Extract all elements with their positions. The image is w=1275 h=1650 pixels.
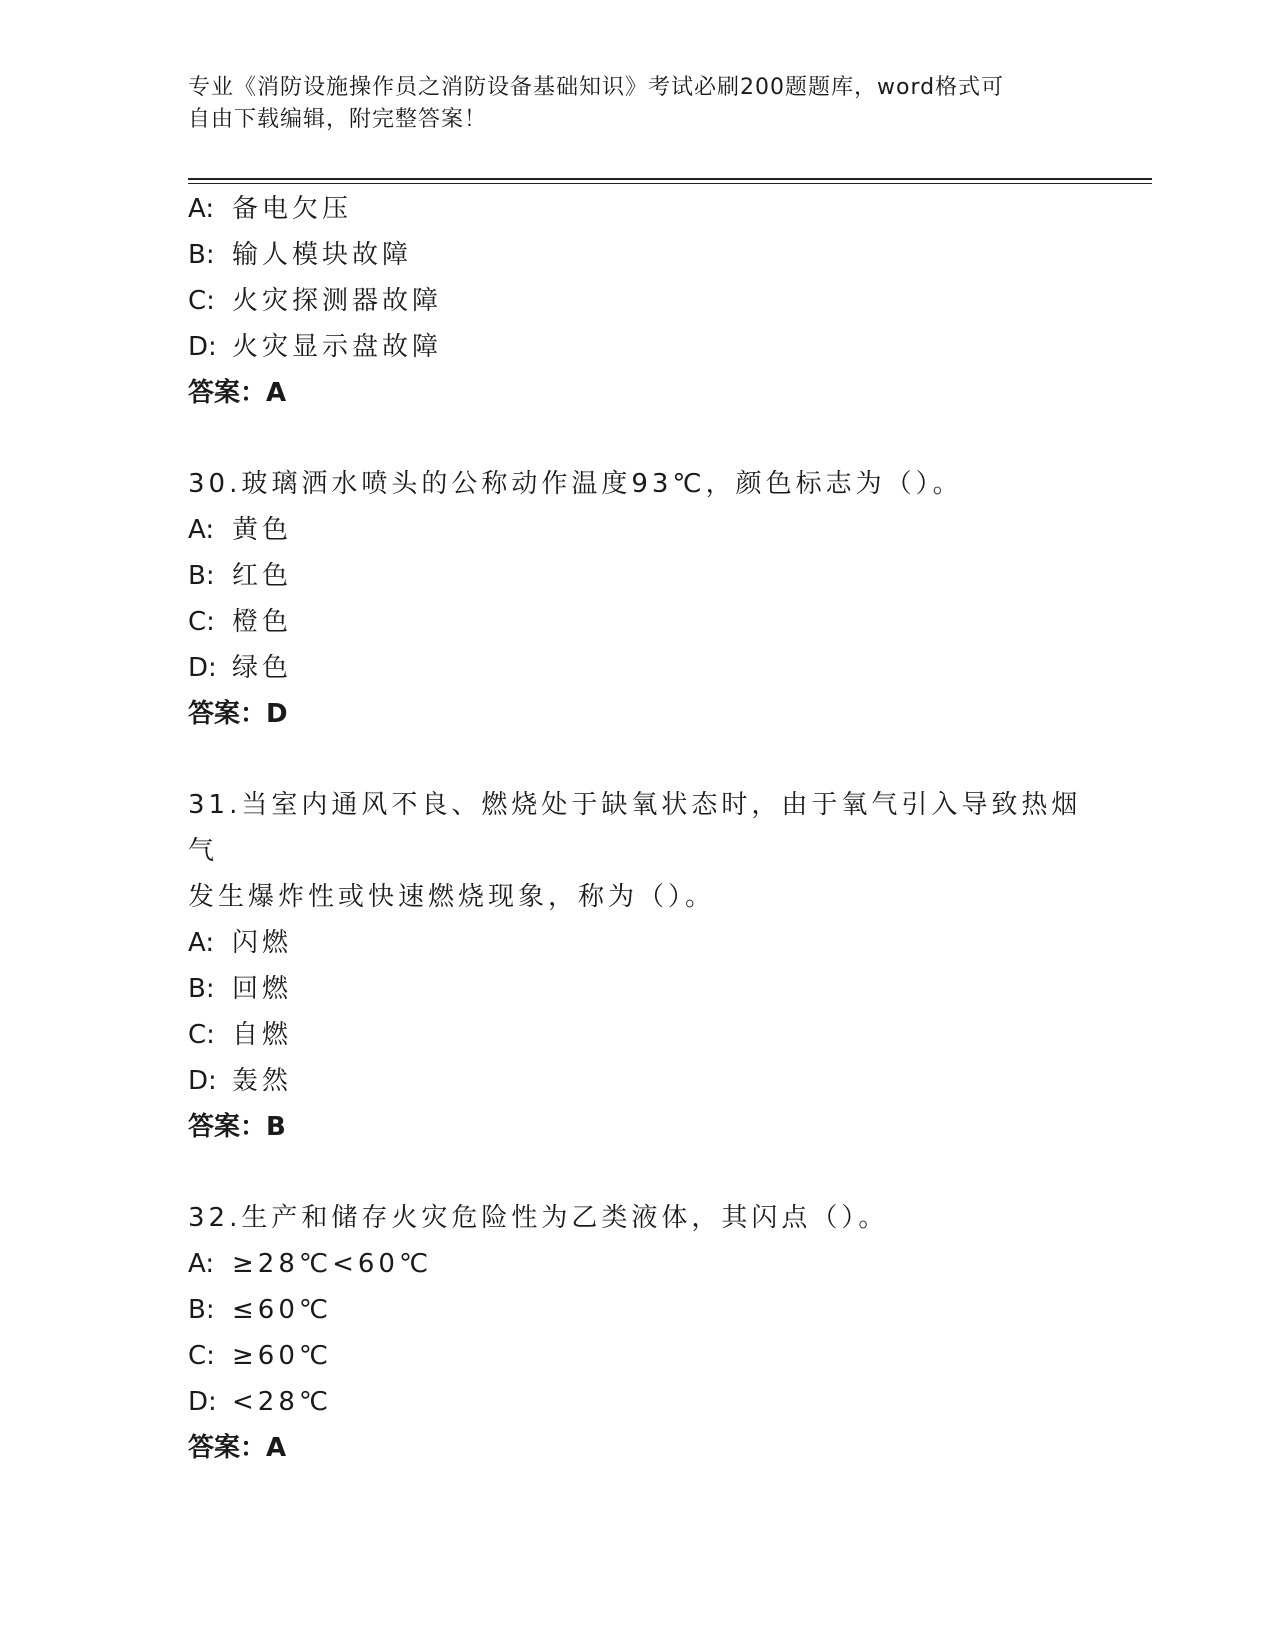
- answer: 答案：A: [188, 378, 287, 408]
- option-d: D: <28℃: [188, 1387, 333, 1417]
- header-divider-thick: [188, 178, 1152, 180]
- answer: 答案：A: [188, 1433, 287, 1463]
- header-line-1: 专业《消防设施操作员之消防设备基础知识》考试必刷200题题库，word格式可: [188, 75, 1005, 100]
- option-d: D: 火灾显示盘故障: [188, 332, 443, 362]
- option-a: A: 备电欠压: [188, 194, 353, 224]
- header-line-2: 自由下载编辑，附完整答案！: [188, 107, 488, 132]
- question-list: [188, 186, 1088, 1471]
- question-29: [188, 186, 1088, 416]
- option-b: B: 输人模块故障: [188, 240, 413, 270]
- answer: 答案：D: [188, 699, 288, 729]
- question-stem: 30.玻璃洒水喷头的公称动作温度93℃，颜色标志为（）。: [188, 469, 963, 499]
- answer: 答案：B: [188, 1112, 286, 1142]
- option-a: A: 黄色: [188, 515, 293, 545]
- option-c: C: 橙色: [188, 607, 293, 637]
- question-31: [188, 782, 1088, 1150]
- option-b: B: ≤60℃: [188, 1295, 333, 1325]
- option-c: C: ≥60℃: [188, 1341, 333, 1371]
- option-a: A: ≥28℃<60℃: [188, 1249, 433, 1279]
- option-d: D: 轰然: [188, 1066, 293, 1096]
- option-b: B: 红色: [188, 561, 293, 591]
- header-divider-thin: [188, 183, 1152, 184]
- option-c: C: 火灾探测器故障: [188, 286, 443, 316]
- option-c: C: 自燃: [188, 1020, 293, 1050]
- question-stem-line-1: 31.当室内通风不良、燃烧处于缺氧状态时，由于氧气引入导致热烟气: [188, 790, 1082, 866]
- option-a: A: 闪燃: [188, 928, 293, 958]
- option-d: D: 绿色: [188, 653, 293, 683]
- option-b: B: 回燃: [188, 974, 293, 1004]
- document-header: [188, 72, 1088, 136]
- question-30: [188, 461, 1088, 737]
- question-stem: 32.生产和储存火灾危险性为乙类液体，其闪点（）。: [188, 1203, 889, 1233]
- question-stem-line-2: 发生爆炸性或快速燃烧现象，称为（）。: [188, 882, 716, 912]
- question-32: [188, 1195, 1088, 1471]
